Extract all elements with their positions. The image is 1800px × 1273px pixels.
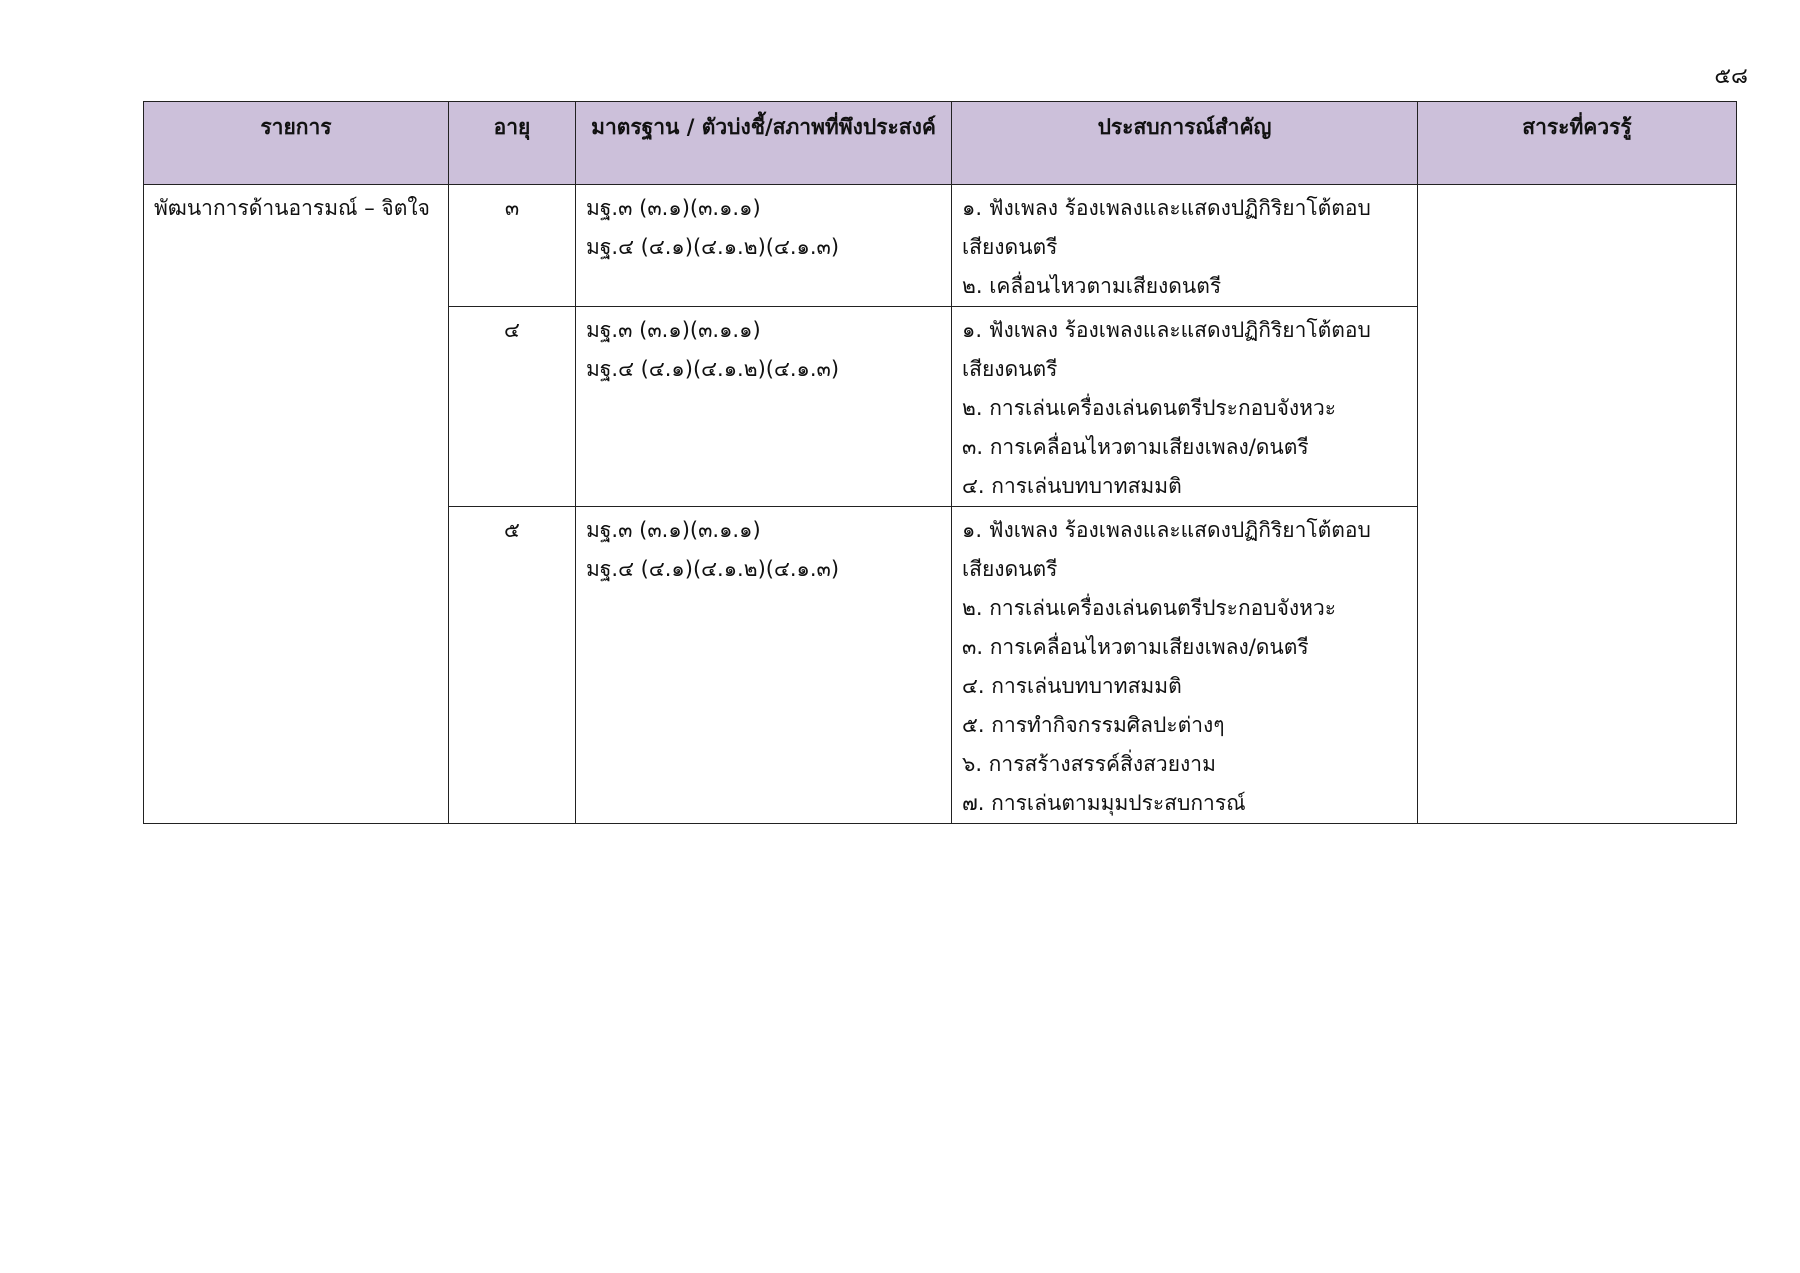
experience-line: ๒. การเล่นเครื่องเล่นดนตรีประกอบจังหวะ <box>962 596 1337 620</box>
header-standards: มาตรฐาน / ตัวบ่งชี้/สภาพที่พึงประสงค์ <box>576 102 952 185</box>
curriculum-table <box>143 101 1737 824</box>
experiences-cell <box>952 185 1418 307</box>
experiences-cell <box>952 507 1418 824</box>
experience-line: ๓. การเคลื่อนไหวตามเสียงเพลง/ดนตรี <box>962 435 1309 459</box>
experience-line: ๒. การเล่นเครื่องเล่นดนตรีประกอบจังหวะ <box>962 396 1337 420</box>
age-cell: ๕ <box>449 507 576 824</box>
experience-line: ๒. เคลื่อนไหวตามเสียงดนตรี <box>962 274 1222 298</box>
standard-line: มฐ.๓ (๓.๑)(๓.๑.๑) <box>586 196 761 220</box>
header-age: อายุ <box>449 102 576 185</box>
standards-cell <box>576 185 952 307</box>
experiences-cell <box>952 307 1418 507</box>
experience-line: เสียงดนตรี <box>962 357 1058 381</box>
item-cell: พัฒนาการด้านอารมณ์ – จิตใจ <box>144 185 449 824</box>
age-cell: ๔ <box>449 307 576 507</box>
table-row <box>144 185 1737 307</box>
experience-line: ๕. การทำกิจกรรมศิลปะต่างๆ <box>962 713 1225 737</box>
experience-line: เสียงดนตรี <box>962 235 1058 259</box>
experience-line: ๔. การเล่นบทบาทสมมติ <box>962 474 1182 498</box>
standard-line: มฐ.๔ (๔.๑)(๔.๑.๒)(๔.๑.๓) <box>586 235 840 259</box>
standard-line: มฐ.๔ (๔.๑)(๔.๑.๒)(๔.๑.๓) <box>586 357 840 381</box>
standard-line: มฐ.๔ (๔.๑)(๔.๑.๒)(๔.๑.๓) <box>586 557 840 581</box>
experience-line: ๑. ฟังเพลง ร้องเพลงและแสดงปฏิกิริยาโต้ตอบ <box>962 196 1371 220</box>
experience-line: ๑. ฟังเพลง ร้องเพลงและแสดงปฏิกิริยาโต้ตอบ <box>962 518 1371 542</box>
experience-line: ๑. ฟังเพลง ร้องเพลงและแสดงปฏิกิริยาโต้ตอบ <box>962 318 1371 342</box>
experience-line: ๓. การเคลื่อนไหวตามเสียงเพลง/ดนตรี <box>962 635 1309 659</box>
experience-line: เสียงดนตรี <box>962 557 1058 581</box>
experience-line: ๖. การสร้างสรรค์สิ่งสวยงาม <box>962 752 1216 776</box>
standard-line: มฐ.๓ (๓.๑)(๓.๑.๑) <box>586 318 761 342</box>
header-item: รายการ <box>144 102 449 185</box>
standards-cell <box>576 307 952 507</box>
standard-line: มฐ.๓ (๓.๑)(๓.๑.๑) <box>586 518 761 542</box>
content-cell <box>1418 185 1737 824</box>
standards-cell <box>576 507 952 824</box>
header-content: สาระที่ควรรู้ <box>1418 102 1737 185</box>
header-row <box>144 102 1737 185</box>
experience-line: ๗. การเล่นตามมุมประสบการณ์ <box>962 791 1246 815</box>
age-cell: ๓ <box>449 185 576 307</box>
page-number: ๕๘ <box>1714 64 1748 89</box>
experience-line: ๔. การเล่นบทบาทสมมติ <box>962 674 1182 698</box>
header-experiences: ประสบการณ์สำคัญ <box>952 102 1418 185</box>
